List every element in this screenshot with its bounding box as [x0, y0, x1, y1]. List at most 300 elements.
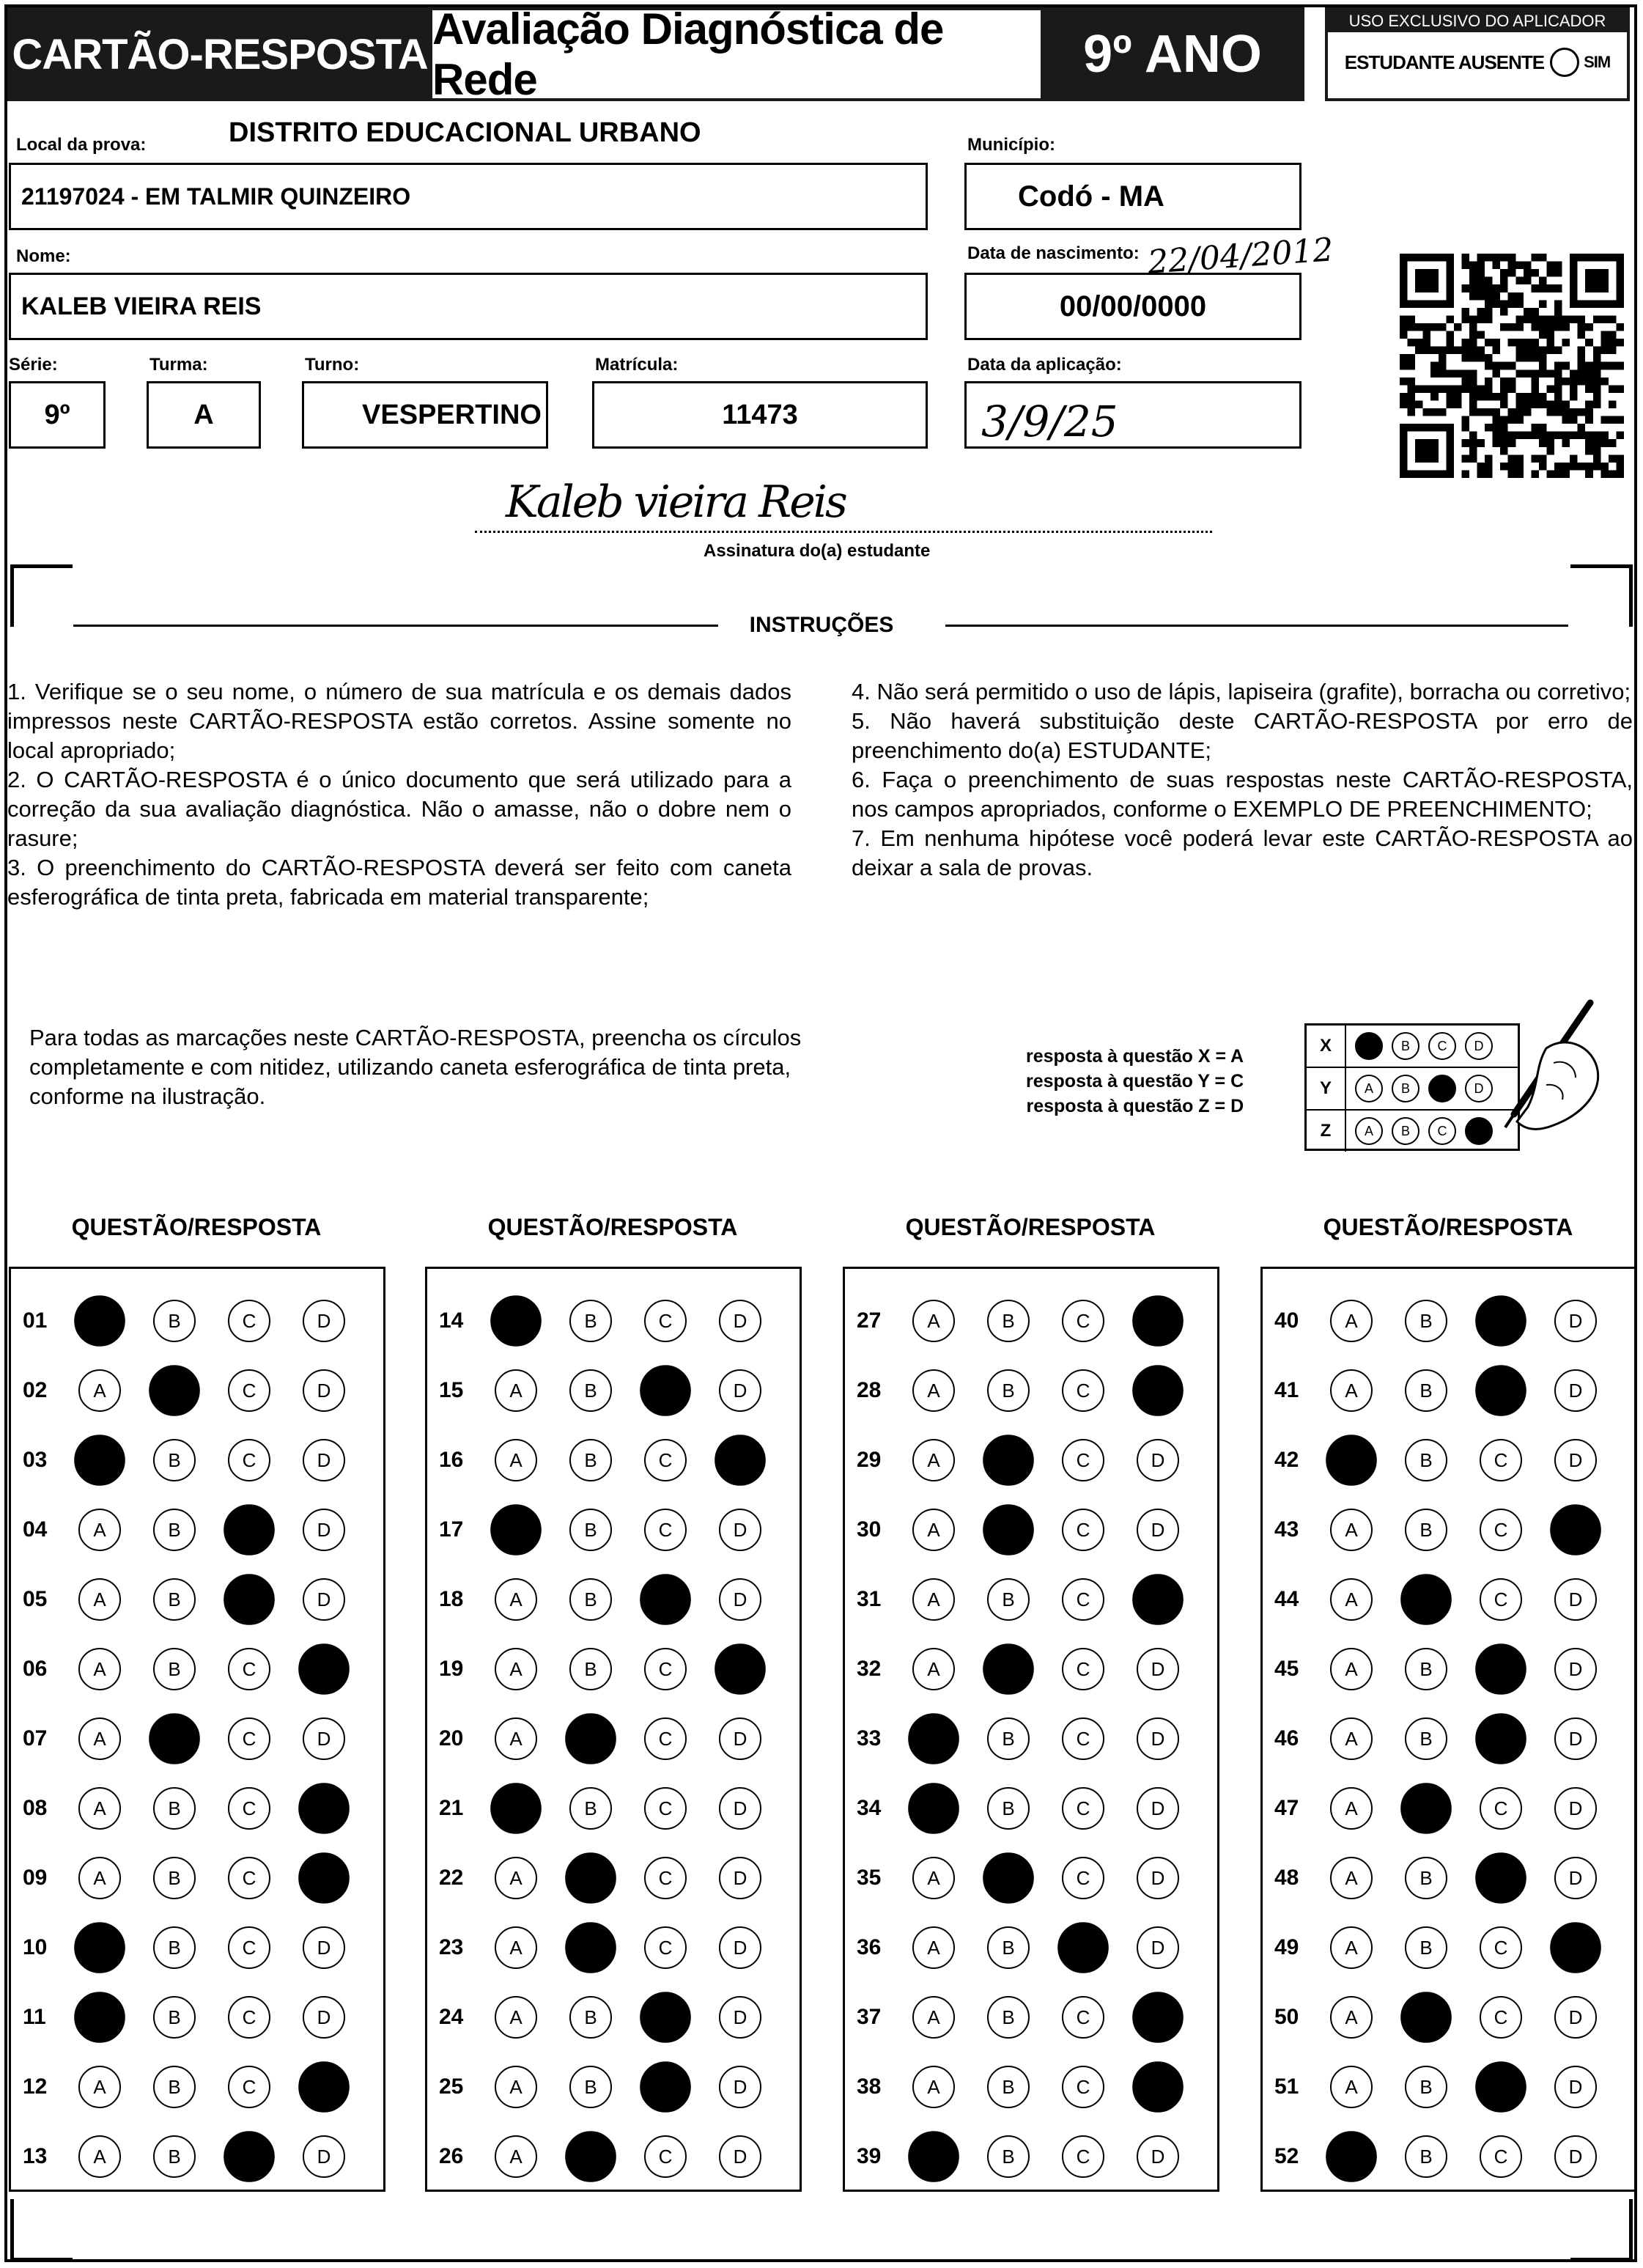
question-row: [11, 2131, 383, 2182]
answer-bubble-c[interactable]: [1480, 2135, 1522, 2178]
answer-bubble-c[interactable]: [640, 1365, 691, 1416]
example-bubble: A: [1355, 1075, 1383, 1102]
answer-bubble-c[interactable]: [228, 1857, 270, 1899]
bubble-letter: D: [317, 1727, 331, 1750]
answer-bubble-c[interactable]: [1475, 1713, 1526, 1764]
answer-bubble-d[interactable]: [303, 1300, 345, 1342]
answer-bubble-a[interactable]: [1330, 1648, 1373, 1690]
answer-bubble-a[interactable]: [1330, 1509, 1373, 1551]
answer-bubble-a[interactable]: [1330, 1787, 1373, 1830]
bubble-letter: D: [1151, 1448, 1165, 1471]
pen-hand-icon: [1466, 997, 1612, 1151]
question-row: [845, 2061, 1217, 2113]
answer-bubble-b[interactable]: [153, 1509, 196, 1551]
answer-bubble-a[interactable]: [78, 1578, 121, 1621]
answer-bubble-b[interactable]: [569, 1369, 612, 1412]
answer-bubble-a[interactable]: [1326, 1435, 1377, 1486]
question-row: [427, 1852, 800, 1904]
answer-bubble-a[interactable]: [74, 1295, 125, 1347]
bubble-letter: C: [1494, 1588, 1508, 1610]
answer-bubble-b[interactable]: [987, 1926, 1030, 1969]
answer-bubble-d[interactable]: [1137, 1926, 1179, 1969]
bubble-letter: C: [242, 1936, 256, 1959]
answer-bubble-b[interactable]: [983, 1435, 1034, 1486]
question-number: 10: [23, 1935, 48, 1959]
answer-bubble-b[interactable]: [1405, 1300, 1447, 1342]
answer-bubble-b[interactable]: [565, 1922, 616, 1973]
answer-bubble-a[interactable]: [1330, 1857, 1373, 1899]
answer-bubble-c[interactable]: [644, 1300, 687, 1342]
answer-bubble-b[interactable]: [153, 2066, 196, 2108]
answer-bubble-a[interactable]: [495, 1926, 537, 1969]
application-date-label: Data da aplicação:: [967, 355, 1122, 375]
answer-bubble-d[interactable]: [719, 1578, 761, 1621]
answer-bubble-c[interactable]: [228, 1996, 270, 2039]
bubble-letter: C: [242, 2006, 256, 2028]
answer-bubble-a[interactable]: [908, 1783, 959, 1834]
answer-bubble-a[interactable]: [1330, 1717, 1373, 1760]
answer-bubble-a[interactable]: [495, 1578, 537, 1621]
bubble-letter: C: [242, 1309, 256, 1332]
answer-bubble-a[interactable]: [1330, 1996, 1373, 2039]
answer-bubble-d[interactable]: [1137, 1717, 1179, 1760]
bubble-letter: D: [1151, 2145, 1165, 2168]
question-number: 47: [1274, 1796, 1299, 1820]
bubble-letter: D: [1151, 1518, 1165, 1541]
bubble-letter: C: [658, 2145, 673, 2168]
question-row: [1263, 1504, 1635, 1555]
bubble-letter: C: [242, 1448, 256, 1471]
answer-bubble-d[interactable]: [1137, 1857, 1179, 1899]
answer-bubble-b[interactable]: [987, 1369, 1030, 1412]
question-number: 50: [1274, 2005, 1299, 2029]
answer-bubble-d[interactable]: [719, 1787, 761, 1830]
answer-bubble-a[interactable]: [1330, 1369, 1373, 1412]
answer-bubble-d[interactable]: [1554, 1717, 1597, 1760]
answer-bubble-c[interactable]: [228, 1439, 270, 1481]
answer-bubble-b[interactable]: [565, 1713, 616, 1764]
answer-bubble-b[interactable]: [1405, 1857, 1447, 1899]
answer-bubble-d[interactable]: [303, 1996, 345, 2039]
bubble-letter: B: [1002, 1309, 1015, 1332]
answer-bubble-c[interactable]: [224, 2131, 275, 2182]
answer-bubble-a[interactable]: [912, 1578, 955, 1621]
bubble-letter: D: [317, 2145, 331, 2168]
answer-bubble-d[interactable]: [303, 1369, 345, 1412]
answer-bubble-b[interactable]: [1405, 1369, 1447, 1412]
answer-bubble-b[interactable]: [987, 1787, 1030, 1830]
answer-bubble-c[interactable]: [1062, 1509, 1104, 1551]
name-field: KALEB VIEIRA REIS: [9, 273, 928, 340]
instruction-item: 1. Verifique se o seu nome, o número de sua matrícula e os demais dados impressos neste CARTÃO-RESPOSTA estão corretos. Assine somente no local apropriado;: [7, 679, 791, 763]
answer-bubble-b[interactable]: [149, 1713, 200, 1764]
question-row: [845, 1435, 1217, 1486]
answer-bubble-d[interactable]: [298, 2061, 350, 2113]
answer-bubble-d[interactable]: [1132, 1992, 1184, 2043]
column-title: QUESTÃO/RESPOSTA: [905, 1214, 1156, 1240]
answer-bubble-c[interactable]: [1062, 1300, 1104, 1342]
answer-bubble-a[interactable]: [74, 1435, 125, 1486]
answer-bubble-c[interactable]: [228, 1648, 270, 1690]
bubble-letter: B: [168, 1448, 181, 1471]
answer-bubble-a[interactable]: [495, 1996, 537, 2039]
answer-bubble-c[interactable]: [1475, 1295, 1526, 1347]
answer-bubble-b[interactable]: [153, 1578, 196, 1621]
answer-bubble-d[interactable]: [719, 1369, 761, 1412]
answer-bubble-d[interactable]: [1550, 1922, 1601, 1973]
answer-bubble-c[interactable]: [640, 2061, 691, 2113]
bubble-letter: B: [1002, 1588, 1015, 1610]
answer-bubble-b[interactable]: [1405, 2066, 1447, 2108]
answer-bubble-a[interactable]: [490, 1504, 542, 1555]
answer-bubble-c[interactable]: [1062, 1439, 1104, 1481]
answer-bubble-a[interactable]: [78, 1717, 121, 1760]
answer-bubble-b[interactable]: [1400, 1574, 1452, 1625]
answer-bubble-a[interactable]: [495, 1648, 537, 1690]
answer-bubble-c[interactable]: [1480, 1926, 1522, 1969]
answer-bubble-c[interactable]: [224, 1504, 275, 1555]
answer-bubble-d[interactable]: [719, 1857, 761, 1899]
bubble-letter: D: [317, 1518, 331, 1541]
answer-bubble-d[interactable]: [303, 2135, 345, 2178]
answer-bubble-b[interactable]: [987, 2135, 1030, 2178]
shift-field: VESPERTINO: [302, 381, 548, 449]
answer-bubble-b[interactable]: [569, 1787, 612, 1830]
question-number: 52: [1274, 2144, 1299, 2168]
question-row: [427, 2131, 800, 2182]
bubble-letter: D: [1568, 1309, 1583, 1332]
question-row: [11, 1922, 383, 1973]
answer-bubble-a[interactable]: [495, 1717, 537, 1760]
answer-bubble-b[interactable]: [153, 1787, 196, 1830]
answer-bubble-a[interactable]: [912, 1439, 955, 1481]
answer-bubble-d[interactable]: [303, 1439, 345, 1481]
answer-bubble-c[interactable]: [228, 1787, 270, 1830]
bubble-letter: D: [1151, 1797, 1165, 1819]
question-number: 46: [1274, 1726, 1299, 1750]
answer-bubble-d[interactable]: [303, 1926, 345, 1969]
answer-bubble-d[interactable]: [1137, 1509, 1179, 1551]
answer-bubble-b[interactable]: [569, 1300, 612, 1342]
bubble-letter: A: [93, 1866, 106, 1889]
answer-bubble-d[interactable]: [1137, 1648, 1179, 1690]
question-row: [11, 2061, 383, 2113]
answer-bubble-b[interactable]: [569, 1578, 612, 1621]
answer-bubble-d[interactable]: [303, 1717, 345, 1760]
answer-bubble-c[interactable]: [1480, 1578, 1522, 1621]
answer-bubble-a[interactable]: [908, 2131, 959, 2182]
question-number: 18: [439, 1587, 464, 1611]
answer-bubble-c[interactable]: [644, 1787, 687, 1830]
answer-bubble-a[interactable]: [912, 2066, 955, 2108]
answer-bubble-c[interactable]: [640, 1574, 691, 1625]
answer-bubble-d[interactable]: [719, 1996, 761, 2039]
answer-bubble-d[interactable]: [1137, 2135, 1179, 2178]
example-bubble: C: [1428, 1117, 1456, 1145]
example-bubble: A: [1355, 1117, 1383, 1145]
example-bubble: D: [1465, 1032, 1493, 1060]
answer-bubble-c[interactable]: [1062, 2066, 1104, 2108]
answer-column: [9, 1267, 385, 2192]
answer-column: [843, 1267, 1219, 2192]
answer-bubble-a[interactable]: [912, 1648, 955, 1690]
bubble-letter: B: [168, 1309, 181, 1332]
bubble-letter: A: [509, 1448, 523, 1471]
answer-bubble-a[interactable]: [78, 1857, 121, 1899]
answer-bubble-b[interactable]: [153, 1300, 196, 1342]
answer-bubble-d[interactable]: [1137, 1787, 1179, 1830]
answer-bubble-a[interactable]: [908, 1713, 959, 1764]
instruction-item: 2. O CARTÃO-RESPOSTA é o único documento que será utilizado para a correção da sua avaliação diagnóstica. Não o amasse, não o dobre nem o rasure;: [7, 767, 791, 851]
question-number: 11: [23, 2005, 46, 2029]
answer-bubble-d[interactable]: [1554, 1648, 1597, 1690]
answer-bubble-a[interactable]: [495, 1439, 537, 1481]
answer-bubble-a[interactable]: [912, 1857, 955, 1899]
question-row: [11, 1574, 383, 1625]
answer-bubble-a[interactable]: [490, 1783, 542, 1834]
answer-bubble-b[interactable]: [565, 1852, 616, 1904]
answer-bubble-b[interactable]: [1405, 1439, 1447, 1481]
question-number: 49: [1274, 1935, 1299, 1959]
question-number: 27: [857, 1308, 882, 1333]
answer-bubble-b[interactable]: [1405, 1509, 1447, 1551]
answer-bubble-d[interactable]: [1554, 2135, 1597, 2178]
answer-bubble-d[interactable]: [298, 1643, 350, 1695]
answer-bubble-b[interactable]: [987, 1300, 1030, 1342]
answer-bubble-c[interactable]: [224, 1574, 275, 1625]
answer-bubble-c[interactable]: [1475, 1365, 1526, 1416]
answer-bubble-d[interactable]: [1554, 1787, 1597, 1830]
answer-bubble-a[interactable]: [912, 1300, 955, 1342]
answer-bubble-b[interactable]: [569, 1648, 612, 1690]
question-number: 16: [439, 1448, 464, 1472]
answer-bubble-b[interactable]: [1400, 1783, 1452, 1834]
answer-bubble-a[interactable]: [912, 1509, 955, 1551]
answer-bubble-b[interactable]: [569, 1439, 612, 1481]
answer-bubble-d[interactable]: [719, 1926, 761, 1969]
answer-bubble-d[interactable]: [1554, 2066, 1597, 2108]
answer-bubble-c[interactable]: [1475, 1643, 1526, 1695]
question-number: 51: [1274, 2074, 1299, 2099]
answer-bubble-b[interactable]: [569, 2066, 612, 2108]
answer-bubble-a[interactable]: [495, 1857, 537, 1899]
example-legend-item: resposta à questão Y = C: [1026, 1071, 1244, 1091]
question-number: 38: [857, 2074, 882, 2099]
answer-bubble-b[interactable]: [565, 2131, 616, 2182]
applicator-title: USO EXCLUSIVO DO APLICADOR: [1328, 10, 1627, 32]
bubble-letter: D: [1568, 2006, 1583, 2028]
exam-title: Avaliação Diagnóstica de Rede: [432, 7, 1041, 101]
absent-checkbox[interactable]: [1550, 48, 1579, 77]
bubble-letter: C: [1076, 2145, 1090, 2168]
answer-bubble-c[interactable]: [1480, 1439, 1522, 1481]
answer-bubble-d[interactable]: [298, 1783, 350, 1834]
bubble-letter: C: [1494, 1797, 1508, 1819]
answer-bubble-b[interactable]: [149, 1365, 200, 1416]
bubble-letter: B: [1419, 1379, 1433, 1402]
bubble-letter: D: [1568, 1727, 1583, 1750]
answer-bubble-d[interactable]: [1554, 1857, 1597, 1899]
answer-bubble-a[interactable]: [1330, 2066, 1373, 2108]
answer-bubble-c[interactable]: [1062, 1857, 1104, 1899]
answer-bubble-c[interactable]: [644, 1926, 687, 1969]
answer-bubble-a[interactable]: [495, 1369, 537, 1412]
answer-bubble-c[interactable]: [1480, 1509, 1522, 1551]
applicator-box: [1325, 7, 1630, 101]
answer-bubble-b[interactable]: [983, 1852, 1034, 1904]
answer-bubble-a[interactable]: [78, 1787, 121, 1830]
answer-bubble-a[interactable]: [1330, 1926, 1373, 1969]
answer-bubble-d[interactable]: [1554, 1300, 1597, 1342]
answer-bubble-b[interactable]: [987, 2066, 1030, 2108]
answer-bubble-d[interactable]: [1132, 2061, 1184, 2113]
answer-bubble-b[interactable]: [153, 1857, 196, 1899]
answer-bubble-b[interactable]: [153, 2135, 196, 2178]
answer-bubble-c[interactable]: [1480, 1787, 1522, 1830]
bubble-letter: C: [1494, 2145, 1508, 2168]
question-number: 48: [1274, 1866, 1299, 1890]
question-number: 37: [857, 2005, 882, 2029]
answer-bubble-a[interactable]: [74, 1992, 125, 2043]
bubble-letter: A: [93, 1379, 106, 1402]
bubble-letter: B: [1419, 1518, 1433, 1541]
answer-bubble-d[interactable]: [719, 2066, 761, 2108]
answer-bubble-d[interactable]: [303, 1509, 345, 1551]
answer-bubble-b[interactable]: [1400, 1992, 1452, 2043]
bubble-letter: A: [509, 1588, 523, 1610]
answer-bubble-b[interactable]: [153, 1439, 196, 1481]
question-number: 39: [857, 2144, 882, 2168]
example-bubble: B: [1392, 1075, 1419, 1102]
answer-bubble-c[interactable]: [644, 2135, 687, 2178]
answer-bubble-d[interactable]: [1554, 1439, 1597, 1481]
corner-mark: [1570, 2199, 1633, 2261]
answer-bubble-c[interactable]: [644, 1717, 687, 1760]
question-number: 02: [23, 1378, 48, 1402]
answer-bubble-a[interactable]: [1330, 1578, 1373, 1621]
answer-bubble-b[interactable]: [987, 1578, 1030, 1621]
answer-bubble-d[interactable]: [298, 1852, 350, 1904]
question-number: 33: [857, 1726, 882, 1750]
answer-bubble-d[interactable]: [1554, 1578, 1597, 1621]
answer-bubble-b[interactable]: [1405, 1717, 1447, 1760]
answer-bubble-a[interactable]: [78, 2135, 121, 2178]
answer-bubble-c[interactable]: [644, 1857, 687, 1899]
answer-bubble-a[interactable]: [78, 1369, 121, 1412]
answer-bubble-d[interactable]: [715, 1435, 766, 1486]
answer-bubble-d[interactable]: [1132, 1574, 1184, 1625]
answer-bubble-a[interactable]: [912, 1369, 955, 1412]
answer-bubble-c[interactable]: [640, 1992, 691, 2043]
answer-bubble-a[interactable]: [1326, 2131, 1377, 2182]
answer-bubble-a[interactable]: [1330, 1300, 1373, 1342]
bubble-letter: A: [927, 1657, 940, 1680]
answer-bubble-a[interactable]: [74, 1922, 125, 1973]
answer-bubble-d[interactable]: [719, 1300, 761, 1342]
answer-bubble-c[interactable]: [1475, 1852, 1526, 1904]
answer-bubble-c[interactable]: [228, 1717, 270, 1760]
answer-bubble-c[interactable]: [1062, 1648, 1104, 1690]
answer-bubble-a[interactable]: [495, 2066, 537, 2108]
answer-bubble-c[interactable]: [228, 1300, 270, 1342]
question-row: [845, 1713, 1217, 1764]
answer-bubble-c[interactable]: [228, 2066, 270, 2108]
answer-bubble-c[interactable]: [228, 1926, 270, 1969]
answer-bubble-c[interactable]: [1062, 1717, 1104, 1760]
question-number: 23: [439, 1935, 464, 1959]
example-bubble: C: [1428, 1032, 1456, 1060]
answer-bubble-c[interactable]: [228, 1369, 270, 1412]
answer-bubble-b[interactable]: [1405, 1926, 1447, 1969]
bubble-letter: C: [1076, 2075, 1090, 2098]
answer-bubble-c[interactable]: [1062, 1787, 1104, 1830]
example-legend-item: resposta à questão X = A: [1026, 1046, 1244, 1067]
question-number: 32: [857, 1657, 882, 1681]
answer-bubble-d[interactable]: [1132, 1295, 1184, 1347]
answer-bubble-c[interactable]: [1062, 1996, 1104, 2039]
answer-bubble-b[interactable]: [983, 1504, 1034, 1555]
question-number: 19: [439, 1657, 464, 1681]
answer-bubble-d[interactable]: [719, 1509, 761, 1551]
answer-bubble-c[interactable]: [1062, 1369, 1104, 1412]
answer-bubble-d[interactable]: [1132, 1365, 1184, 1416]
answer-bubble-d[interactable]: [719, 1717, 761, 1760]
example-legend: [1026, 1044, 1244, 1119]
answer-bubble-c[interactable]: [644, 1648, 687, 1690]
answer-bubble-a[interactable]: [490, 1295, 542, 1347]
answer-bubble-d[interactable]: [303, 1578, 345, 1621]
answer-bubble-b[interactable]: [987, 1996, 1030, 2039]
answer-bubble-b[interactable]: [987, 1717, 1030, 1760]
answer-bubble-d[interactable]: [1137, 1439, 1179, 1481]
answer-bubble-b[interactable]: [569, 1996, 612, 2039]
answer-bubble-b[interactable]: [1405, 2135, 1447, 2178]
answer-bubble-d[interactable]: [1550, 1504, 1601, 1555]
card-title: CARTÃO-RESPOSTA: [7, 7, 432, 101]
answer-bubble-a[interactable]: [912, 1926, 955, 1969]
answer-bubble-b[interactable]: [153, 1996, 196, 2039]
answer-bubble-d[interactable]: [1554, 1369, 1597, 1412]
answer-bubble-a[interactable]: [78, 1509, 121, 1551]
question-number: 25: [439, 2074, 464, 2099]
answer-bubble-c[interactable]: [644, 1439, 687, 1481]
answer-bubble-c[interactable]: [1475, 2061, 1526, 2113]
answer-bubble-d[interactable]: [1554, 1996, 1597, 2039]
question-row: [427, 1783, 800, 1834]
answer-column: [1260, 1267, 1637, 2192]
question-row: [845, 2131, 1217, 2182]
answer-bubble-a[interactable]: [912, 1996, 955, 2039]
answer-bubble-d[interactable]: [715, 1643, 766, 1695]
answer-bubble-c[interactable]: [1062, 1578, 1104, 1621]
example-bubble: B: [1392, 1117, 1419, 1145]
answer-bubble-d[interactable]: [719, 2135, 761, 2178]
answer-bubble-a[interactable]: [78, 1648, 121, 1690]
answer-bubble-b[interactable]: [1405, 1648, 1447, 1690]
answer-bubble-b[interactable]: [569, 1509, 612, 1551]
answer-bubble-b[interactable]: [153, 1648, 196, 1690]
answer-bubble-c[interactable]: [644, 1509, 687, 1551]
enrollment-label: Matrícula:: [595, 355, 679, 375]
answer-bubble-a[interactable]: [495, 2135, 537, 2178]
bubble-letter: A: [1345, 1518, 1358, 1541]
answer-bubble-b[interactable]: [153, 1926, 196, 1969]
answer-bubble-c[interactable]: [1062, 2135, 1104, 2178]
answer-bubble-c[interactable]: [1057, 1922, 1109, 1973]
answer-bubble-c[interactable]: [1480, 1996, 1522, 2039]
answer-bubble-b[interactable]: [983, 1643, 1034, 1695]
answer-bubble-a[interactable]: [78, 2066, 121, 2108]
